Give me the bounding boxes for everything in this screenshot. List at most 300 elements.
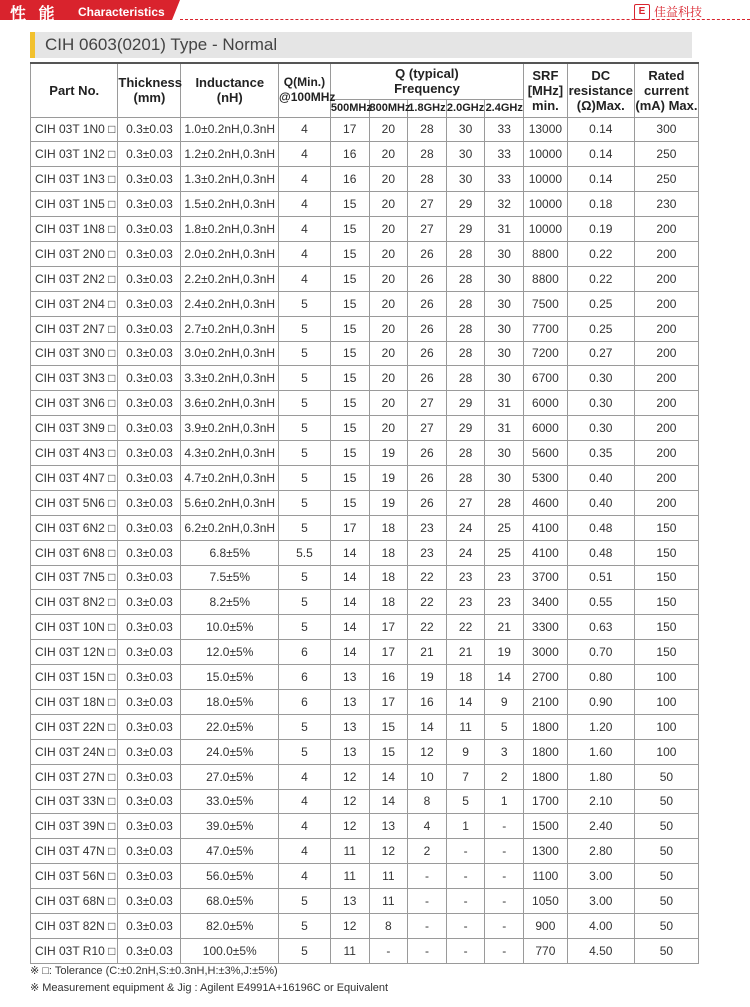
cell-rated-current: 200 [634, 366, 698, 391]
cell-srf: 1800 [524, 739, 568, 764]
cell-q-800mhz: 18 [369, 515, 408, 540]
header-freq-800mhz: 800MHz [369, 99, 408, 117]
table-row [31, 814, 699, 839]
cell-q-min: 5 [279, 515, 331, 540]
cell-q-500mhz: 15 [330, 490, 369, 515]
cell-q-1-8ghz: 28 [408, 142, 447, 167]
cell-rated-current: 100 [634, 714, 698, 739]
cell-q-2-4ghz: 1 [485, 789, 524, 814]
cell-q-2-0ghz: 27 [446, 490, 485, 515]
cell-q-2-4ghz: - [485, 839, 524, 864]
cell-q-800mhz: 15 [369, 714, 408, 739]
cell-part-no: CIH 03T 56N □ [31, 864, 118, 889]
cell-thickness: 0.3±0.03 [118, 714, 181, 739]
cell-rated-current: 250 [634, 167, 698, 192]
cell-srf: 6700 [524, 366, 568, 391]
cell-rated-current: 300 [634, 117, 698, 142]
cell-dc-resistance: 1.20 [567, 714, 634, 739]
cell-q-800mhz: 19 [369, 441, 408, 466]
cell-q-800mhz: 20 [369, 192, 408, 217]
cell-q-1-8ghz: 22 [408, 590, 447, 615]
cell-q-2-4ghz: 31 [485, 217, 524, 242]
cell-inductance: 12.0±5% [181, 640, 279, 665]
cell-srf: 8800 [524, 241, 568, 266]
cell-dc-resistance: 0.25 [567, 316, 634, 341]
cell-q-2-4ghz: 28 [485, 490, 524, 515]
cell-q-800mhz: 14 [369, 764, 408, 789]
cell-rated-current: 150 [634, 615, 698, 640]
table-row [31, 689, 699, 714]
cell-inductance: 1.3±0.2nH,0.3nH [181, 167, 279, 192]
table-row [31, 217, 699, 242]
cell-q-2-0ghz: 29 [446, 217, 485, 242]
cell-part-no: CIH 03T 68N □ [31, 889, 118, 914]
cell-q-1-8ghz: 22 [408, 565, 447, 590]
cell-srf: 5600 [524, 441, 568, 466]
cell-srf: 3700 [524, 565, 568, 590]
cell-thickness: 0.3±0.03 [118, 167, 181, 192]
cell-dc-resistance: 2.80 [567, 839, 634, 864]
cell-q-1-8ghz: - [408, 914, 447, 939]
table-row [31, 615, 699, 640]
cell-inductance: 1.2±0.2nH,0.3nH [181, 142, 279, 167]
cell-inductance: 2.0±0.2nH,0.3nH [181, 241, 279, 266]
cell-q-min: 4 [279, 789, 331, 814]
cell-q-500mhz: 13 [330, 665, 369, 690]
cell-q-500mhz: 16 [330, 142, 369, 167]
cell-q-1-8ghz: 14 [408, 714, 447, 739]
cell-rated-current: 100 [634, 689, 698, 714]
cell-q-800mhz: 11 [369, 889, 408, 914]
header-dc-resistance: DC resistance (Ω)Max. [567, 63, 634, 117]
cell-q-min: 4 [279, 266, 331, 291]
cell-rated-current: 150 [634, 640, 698, 665]
cell-rated-current: 150 [634, 565, 698, 590]
cell-q-500mhz: 15 [330, 266, 369, 291]
cell-inductance: 47.0±5% [181, 839, 279, 864]
header-freq-1-8ghz: 1.8GHz [408, 99, 447, 117]
cell-part-no: CIH 03T 1N8 □ [31, 217, 118, 242]
cell-dc-resistance: 0.22 [567, 266, 634, 291]
cell-inductance: 15.0±5% [181, 665, 279, 690]
header-freq-2-0ghz: 2.0GHz [446, 99, 485, 117]
cell-q-2-0ghz: - [446, 914, 485, 939]
cell-q-min: 4 [279, 814, 331, 839]
cell-part-no: CIH 03T 4N7 □ [31, 465, 118, 490]
cell-inductance: 27.0±5% [181, 764, 279, 789]
cell-dc-resistance: 2.40 [567, 814, 634, 839]
cell-srf: 1800 [524, 714, 568, 739]
cell-dc-resistance: 0.25 [567, 291, 634, 316]
cell-thickness: 0.3±0.03 [118, 565, 181, 590]
header-freq-500mhz: 500MHz [330, 99, 369, 117]
cell-part-no: CIH 03T 22N □ [31, 714, 118, 739]
cell-inductance: 24.0±5% [181, 739, 279, 764]
cell-inductance: 56.0±5% [181, 864, 279, 889]
cell-q-min: 5 [279, 938, 331, 963]
cell-inductance: 1.5±0.2nH,0.3nH [181, 192, 279, 217]
cell-inductance: 6.2±0.2nH,0.3nH [181, 515, 279, 540]
table-row [31, 590, 699, 615]
cell-q-2-0ghz: 28 [446, 266, 485, 291]
cell-q-min: 4 [279, 167, 331, 192]
cell-q-2-0ghz: 28 [446, 441, 485, 466]
cell-srf: 13000 [524, 117, 568, 142]
cell-thickness: 0.3±0.03 [118, 938, 181, 963]
cell-dc-resistance: 4.50 [567, 938, 634, 963]
cell-q-min: 4 [279, 142, 331, 167]
cell-q-1-8ghz: 23 [408, 515, 447, 540]
cell-q-2-0ghz: 28 [446, 241, 485, 266]
cell-q-2-4ghz: - [485, 864, 524, 889]
cell-rated-current: 200 [634, 217, 698, 242]
cell-dc-resistance: 0.18 [567, 192, 634, 217]
cell-inductance: 2.4±0.2nH,0.3nH [181, 291, 279, 316]
cell-part-no: CIH 03T 1N0 □ [31, 117, 118, 142]
cell-dc-resistance: 0.55 [567, 590, 634, 615]
cell-rated-current: 50 [634, 789, 698, 814]
cell-q-500mhz: 13 [330, 714, 369, 739]
table-row [31, 316, 699, 341]
cell-q-2-0ghz: 11 [446, 714, 485, 739]
cell-part-no: CIH 03T 39N □ [31, 814, 118, 839]
cell-q-min: 5 [279, 316, 331, 341]
brand-name: 佳益科技 [654, 5, 703, 19]
cell-thickness: 0.3±0.03 [118, 839, 181, 864]
cell-q-800mhz: 15 [369, 739, 408, 764]
cell-rated-current: 50 [634, 864, 698, 889]
table-row [31, 117, 699, 142]
cell-q-1-8ghz: 27 [408, 192, 447, 217]
cell-rated-current: 100 [634, 739, 698, 764]
cell-q-800mhz: 17 [369, 640, 408, 665]
cell-inductance: 18.0±5% [181, 689, 279, 714]
top-header-bar [0, 0, 750, 24]
cell-thickness: 0.3±0.03 [118, 217, 181, 242]
cell-q-1-8ghz: 28 [408, 117, 447, 142]
cell-srf: 4600 [524, 490, 568, 515]
cell-rated-current: 50 [634, 764, 698, 789]
table-row [31, 266, 699, 291]
cell-part-no: CIH 03T 1N3 □ [31, 167, 118, 192]
cell-srf: 7200 [524, 341, 568, 366]
cell-q-2-4ghz: 33 [485, 167, 524, 192]
cell-rated-current: 230 [634, 192, 698, 217]
cell-q-1-8ghz: 8 [408, 789, 447, 814]
cell-thickness: 0.3±0.03 [118, 391, 181, 416]
table-row [31, 416, 699, 441]
cell-q-min: 5 [279, 590, 331, 615]
cell-q-2-0ghz: 1 [446, 814, 485, 839]
footnotes [30, 963, 388, 997]
cell-srf: 1700 [524, 789, 568, 814]
cell-thickness: 0.3±0.03 [118, 640, 181, 665]
cell-q-800mhz: 20 [369, 167, 408, 192]
table-row [31, 441, 699, 466]
cell-q-2-4ghz: 9 [485, 689, 524, 714]
cell-q-2-0ghz: 21 [446, 640, 485, 665]
cell-q-2-4ghz: 23 [485, 565, 524, 590]
cell-q-800mhz: 18 [369, 590, 408, 615]
cell-inductance: 1.8±0.2nH,0.3nH [181, 217, 279, 242]
spec-table-body [31, 117, 699, 963]
cell-q-500mhz: 15 [330, 366, 369, 391]
cell-dc-resistance: 0.30 [567, 391, 634, 416]
cell-rated-current: 200 [634, 341, 698, 366]
table-row [31, 291, 699, 316]
cell-inductance: 22.0±5% [181, 714, 279, 739]
table-row [31, 515, 699, 540]
cell-q-1-8ghz: 21 [408, 640, 447, 665]
cell-q-800mhz: 13 [369, 814, 408, 839]
cell-thickness: 0.3±0.03 [118, 540, 181, 565]
cell-q-500mhz: 13 [330, 689, 369, 714]
cell-q-800mhz: 18 [369, 565, 408, 590]
cell-q-2-0ghz: 18 [446, 665, 485, 690]
cell-q-2-0ghz: 24 [446, 540, 485, 565]
cell-dc-resistance: 1.80 [567, 764, 634, 789]
brand-logo-icon: E [634, 4, 650, 20]
cell-q-800mhz: 20 [369, 117, 408, 142]
cell-q-min: 5 [279, 739, 331, 764]
cell-q-800mhz: 20 [369, 217, 408, 242]
cell-thickness: 0.3±0.03 [118, 142, 181, 167]
cell-q-800mhz: 12 [369, 839, 408, 864]
table-row [31, 391, 699, 416]
cell-srf: 4100 [524, 540, 568, 565]
cell-q-1-8ghz: 27 [408, 416, 447, 441]
cell-srf: 1100 [524, 864, 568, 889]
cell-rated-current: 250 [634, 142, 698, 167]
table-row [31, 739, 699, 764]
cell-q-2-0ghz: 28 [446, 316, 485, 341]
cell-dc-resistance: 4.00 [567, 914, 634, 939]
cell-part-no: CIH 03T 1N2 □ [31, 142, 118, 167]
header-red-wedge [172, 0, 180, 20]
cell-dc-resistance: 0.14 [567, 142, 634, 167]
cell-q-1-8ghz: 27 [408, 217, 447, 242]
cell-q-1-8ghz: 26 [408, 441, 447, 466]
cell-rated-current: 50 [634, 914, 698, 939]
table-row [31, 764, 699, 789]
cell-q-500mhz: 14 [330, 565, 369, 590]
cell-rated-current: 150 [634, 515, 698, 540]
cell-q-min: 5 [279, 416, 331, 441]
cell-q-500mhz: 12 [330, 789, 369, 814]
cell-part-no: CIH 03T 5N6 □ [31, 490, 118, 515]
cell-q-1-8ghz: 19 [408, 665, 447, 690]
cell-dc-resistance: 0.80 [567, 665, 634, 690]
cell-inductance: 3.0±0.2nH,0.3nH [181, 341, 279, 366]
cell-thickness: 0.3±0.03 [118, 764, 181, 789]
cell-q-500mhz: 15 [330, 192, 369, 217]
cell-dc-resistance: 0.19 [567, 217, 634, 242]
cell-q-2-4ghz: 23 [485, 590, 524, 615]
cell-srf: 1050 [524, 889, 568, 914]
cell-dc-resistance: 0.40 [567, 465, 634, 490]
table-row [31, 714, 699, 739]
cell-rated-current: 200 [634, 266, 698, 291]
cell-q-2-0ghz: 30 [446, 142, 485, 167]
cell-q-500mhz: 15 [330, 391, 369, 416]
cell-rated-current: 200 [634, 416, 698, 441]
header-part-no: Part No. [31, 63, 118, 117]
header-inductance: Inductance (nH) [181, 63, 279, 117]
cell-srf: 5300 [524, 465, 568, 490]
cell-q-2-4ghz: 30 [485, 366, 524, 391]
cell-inductance: 3.9±0.2nH,0.3nH [181, 416, 279, 441]
cell-q-800mhz: 18 [369, 540, 408, 565]
cell-q-1-8ghz: 26 [408, 291, 447, 316]
cell-part-no: CIH 03T 33N □ [31, 789, 118, 814]
cell-q-2-0ghz: 29 [446, 192, 485, 217]
cell-q-min: 6 [279, 689, 331, 714]
cell-thickness: 0.3±0.03 [118, 590, 181, 615]
cell-srf: 900 [524, 914, 568, 939]
cell-q-500mhz: 15 [330, 416, 369, 441]
cell-inductance: 10.0±5% [181, 615, 279, 640]
cell-part-no: CIH 03T 24N □ [31, 739, 118, 764]
cell-dc-resistance: 0.63 [567, 615, 634, 640]
cell-dc-resistance: 1.60 [567, 739, 634, 764]
cell-srf: 7700 [524, 316, 568, 341]
cell-thickness: 0.3±0.03 [118, 192, 181, 217]
cell-rated-current: 200 [634, 465, 698, 490]
cell-q-2-0ghz: 30 [446, 167, 485, 192]
cell-thickness: 0.3±0.03 [118, 889, 181, 914]
cell-q-2-0ghz: 23 [446, 565, 485, 590]
cell-part-no: CIH 03T 2N7 □ [31, 316, 118, 341]
cell-q-500mhz: 15 [330, 217, 369, 242]
cell-q-1-8ghz: - [408, 938, 447, 963]
cell-q-min: 5 [279, 615, 331, 640]
cell-srf: 1800 [524, 764, 568, 789]
cell-dc-resistance: 3.00 [567, 864, 634, 889]
cell-q-800mhz: 17 [369, 615, 408, 640]
cell-rated-current: 200 [634, 316, 698, 341]
cell-q-min: 4 [279, 192, 331, 217]
cell-thickness: 0.3±0.03 [118, 864, 181, 889]
cell-q-2-0ghz: 7 [446, 764, 485, 789]
section-title-bar [30, 32, 692, 58]
cell-q-2-0ghz: 28 [446, 341, 485, 366]
cell-q-min: 5 [279, 465, 331, 490]
cell-q-min: 5 [279, 889, 331, 914]
cell-inductance: 3.6±0.2nH,0.3nH [181, 391, 279, 416]
cell-part-no: CIH 03T 2N4 □ [31, 291, 118, 316]
cell-part-no: CIH 03T 10N □ [31, 615, 118, 640]
cell-q-2-4ghz: 33 [485, 142, 524, 167]
cell-part-no: CIH 03T 3N9 □ [31, 416, 118, 441]
cell-q-min: 5 [279, 366, 331, 391]
cell-q-min: 5 [279, 291, 331, 316]
cell-q-min: 4 [279, 217, 331, 242]
cell-q-min: 6 [279, 665, 331, 690]
cell-q-500mhz: 15 [330, 465, 369, 490]
cell-q-2-4ghz: 5 [485, 714, 524, 739]
cell-q-2-4ghz: 30 [485, 316, 524, 341]
cell-q-500mhz: 12 [330, 764, 369, 789]
cell-dc-resistance: 0.22 [567, 241, 634, 266]
cell-q-2-4ghz: 30 [485, 341, 524, 366]
cell-q-500mhz: 17 [330, 515, 369, 540]
cell-q-1-8ghz: 2 [408, 839, 447, 864]
cell-rated-current: 200 [634, 441, 698, 466]
cell-q-2-4ghz: 30 [485, 441, 524, 466]
cell-q-1-8ghz: 26 [408, 465, 447, 490]
cell-srf: 10000 [524, 192, 568, 217]
cell-q-2-4ghz: - [485, 914, 524, 939]
cell-part-no: CIH 03T 4N3 □ [31, 441, 118, 466]
cell-thickness: 0.3±0.03 [118, 789, 181, 814]
header-freq-2-4ghz: 2.4GHz [485, 99, 524, 117]
cell-q-800mhz: - [369, 938, 408, 963]
cell-q-min: 6 [279, 640, 331, 665]
cell-rated-current: 150 [634, 540, 698, 565]
cell-q-2-4ghz: 30 [485, 266, 524, 291]
cell-part-no: CIH 03T 2N2 □ [31, 266, 118, 291]
cell-inductance: 33.0±5% [181, 789, 279, 814]
cell-thickness: 0.3±0.03 [118, 814, 181, 839]
cell-q-1-8ghz: 26 [408, 366, 447, 391]
cell-srf: 8800 [524, 266, 568, 291]
cell-thickness: 0.3±0.03 [118, 739, 181, 764]
cell-thickness: 0.3±0.03 [118, 266, 181, 291]
cell-q-1-8ghz: 22 [408, 615, 447, 640]
cell-q-800mhz: 20 [369, 241, 408, 266]
cell-q-2-4ghz: 25 [485, 515, 524, 540]
table-row [31, 465, 699, 490]
cell-q-800mhz: 20 [369, 366, 408, 391]
cell-q-800mhz: 19 [369, 490, 408, 515]
cell-q-min: 5 [279, 441, 331, 466]
cell-thickness: 0.3±0.03 [118, 914, 181, 939]
cell-part-no: CIH 03T 8N2 □ [31, 590, 118, 615]
cell-part-no: CIH 03T 47N □ [31, 839, 118, 864]
cell-rated-current: 200 [634, 291, 698, 316]
cell-q-500mhz: 14 [330, 590, 369, 615]
cell-thickness: 0.3±0.03 [118, 117, 181, 142]
cell-q-2-4ghz: 32 [485, 192, 524, 217]
cell-dc-resistance: 0.14 [567, 167, 634, 192]
cell-inductance: 2.7±0.2nH,0.3nH [181, 316, 279, 341]
cell-srf: 10000 [524, 167, 568, 192]
table-row [31, 565, 699, 590]
cell-q-min: 4 [279, 241, 331, 266]
cell-srf: 3000 [524, 640, 568, 665]
header-cn-title: 性 能 [10, 6, 59, 23]
cell-thickness: 0.3±0.03 [118, 416, 181, 441]
table-row [31, 864, 699, 889]
cell-q-500mhz: 11 [330, 864, 369, 889]
cell-rated-current: 50 [634, 938, 698, 963]
cell-q-1-8ghz: 27 [408, 391, 447, 416]
cell-q-2-4ghz: 3 [485, 739, 524, 764]
cell-dc-resistance: 0.51 [567, 565, 634, 590]
cell-q-1-8ghz: - [408, 864, 447, 889]
cell-srf: 1500 [524, 814, 568, 839]
table-row [31, 665, 699, 690]
footnote-measurement: ※ Measurement equipment & Jig : Agilent E4991A+16196C or Equivalent [30, 982, 389, 994]
cell-part-no: CIH 03T 7N5 □ [31, 565, 118, 590]
cell-q-2-4ghz: 30 [485, 241, 524, 266]
table-row [31, 366, 699, 391]
cell-srf: 3300 [524, 615, 568, 640]
cell-q-min: 5 [279, 490, 331, 515]
cell-q-min: 5 [279, 914, 331, 939]
table-row [31, 241, 699, 266]
cell-q-800mhz: 20 [369, 142, 408, 167]
